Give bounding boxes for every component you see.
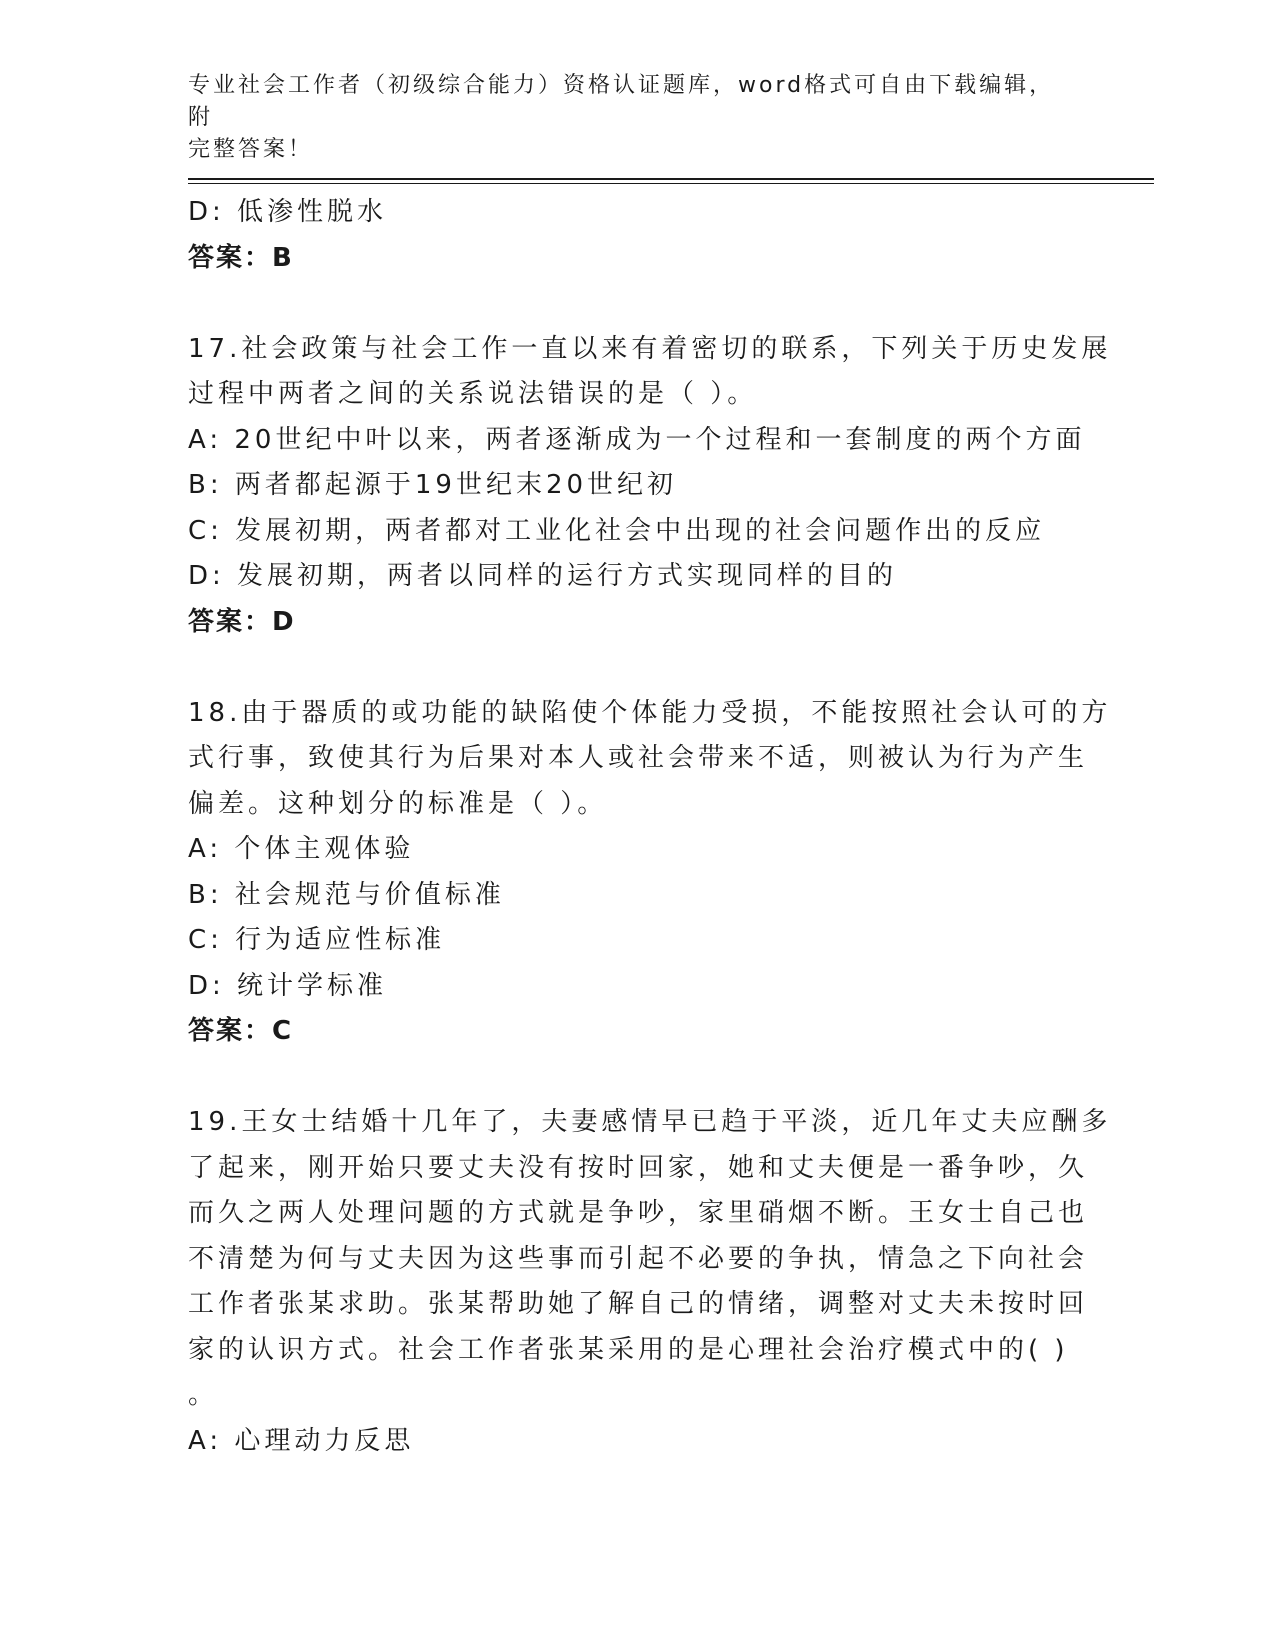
- header-divider-thick: [188, 178, 1154, 180]
- option-b: B: 社会规范与价值标准: [188, 879, 505, 910]
- question-stem-line: 。: [188, 1380, 219, 1410]
- question-17: [188, 327, 1112, 646]
- question-stem-line: 19.王女士结婚十几年了，夫妻感情早已趋于平淡，近几年丈夫应酬多: [188, 1107, 1112, 1137]
- option-a: A: 20世纪中叶以来，两者逐渐成为一个过程和一套制度的两个方面: [188, 424, 1086, 455]
- question-stem-line: 过程中两者之间的关系说法错误的是（ ）。: [188, 379, 758, 409]
- header-title-line-2: 完整答案！: [188, 137, 314, 162]
- option-d: D: 发展初期，两者以同样的运行方式实现同样的目的: [188, 561, 898, 591]
- question-18: [188, 691, 1112, 1055]
- header-divider-thin: [188, 183, 1154, 184]
- question-stem-line: 家的认识方式。社会工作者张某采用的是心理社会治疗模式中的( ): [188, 1334, 1069, 1365]
- answer-label: 答案：D: [188, 606, 296, 637]
- question-list: [188, 190, 1112, 1464]
- answer-label: 答案：C: [188, 1016, 294, 1046]
- question-stem-line: 工作者张某求助。张某帮助她了解自己的情绪，调整对丈夫未按时回: [188, 1289, 1089, 1319]
- question-stem-line: 偏差。这种划分的标准是（ ）。: [188, 788, 608, 819]
- question-stem-line: 了起来，刚开始只要丈夫没有按时回家，她和丈夫便是一番争吵，久: [188, 1152, 1089, 1183]
- prev-option-d: D: 低渗性脱水: [188, 197, 388, 227]
- question-gap: [188, 281, 1088, 327]
- question-stem-line: 17.社会政策与社会工作一直以来有着密切的联系，下列关于历史发展: [188, 333, 1112, 364]
- question-19: [188, 1100, 1112, 1464]
- question-stem-line: 不清楚为何与丈夫因为这些事而引起不必要的争执，情急之下向社会: [188, 1243, 1089, 1274]
- question-gap: [188, 1055, 1088, 1101]
- option-c: C: 行为适应性标准: [188, 925, 446, 955]
- question-stem-line: 而久之两人处理问题的方式就是争吵，家里硝烟不断。王女士自己也: [188, 1198, 1089, 1228]
- question-stem-line: 18.由于器质的或功能的缺陷使个体能力受损，不能按照社会认可的方: [188, 697, 1112, 728]
- question-gap: [188, 645, 1088, 691]
- option-b: B: 两者都起源于19世纪末20世纪初: [188, 470, 678, 500]
- option-a: A: 心理动力反思: [188, 1425, 415, 1456]
- question-stem-line: 式行事，致使其行为后果对本人或社会带来不适，则被认为行为产生: [188, 743, 1089, 773]
- header-title-line-1: 专业社会工作者（初级综合能力）资格认证题库，word格式可自由下载编辑，附: [188, 73, 1055, 130]
- option-c: C: 发展初期，两者都对工业化社会中出现的社会问题作出的反应: [188, 515, 1046, 546]
- prev-answer: 答案：B: [188, 242, 294, 273]
- option-d: D: 统计学标准: [188, 970, 388, 1001]
- option-a: A: 个体主观体验: [188, 834, 415, 864]
- page-header: [188, 70, 1068, 166]
